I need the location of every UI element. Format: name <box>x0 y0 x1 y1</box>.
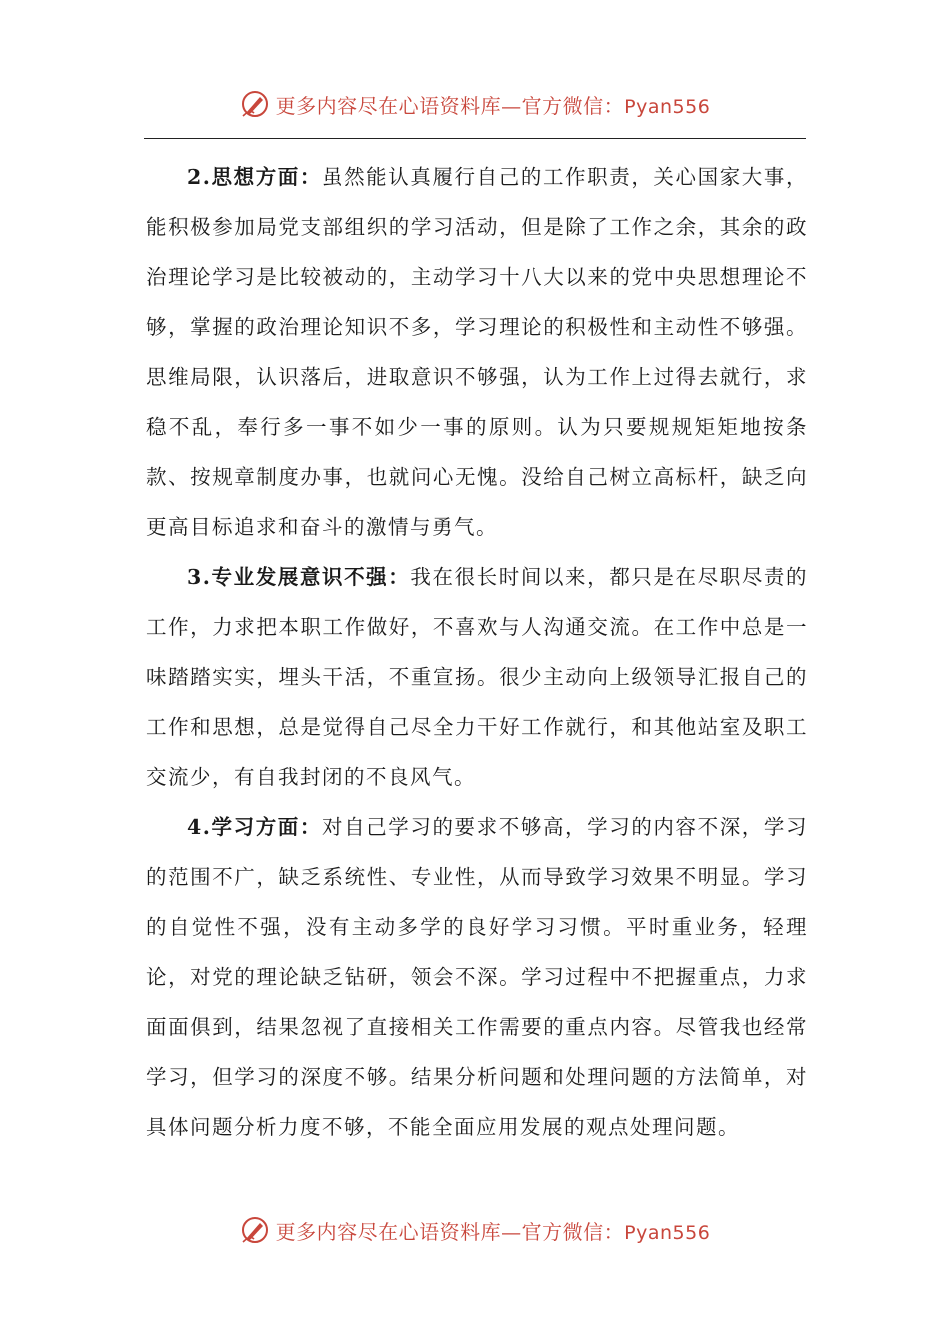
paragraph-lead: 2.思想方面： <box>187 165 322 189</box>
paragraph-body: 我在很长时间以来，都只是在尽职尽责的工作，力求把本职工作做好，不喜欢与人沟通交流。在工作中总是一味踏踏实实，埋头干活，不重宣扬。很少主动向上级领导汇报自己的工作和思想，总是觉得自己尽全力干好工作就行，和其他站室及职工交流少，有自我封闭的不良风气。 <box>146 565 809 789</box>
header-wechat-id: Pyan556 <box>624 95 711 118</box>
header-banner-text: 更多内容尽在心语资料库—官方微信： <box>275 93 625 118</box>
paragraph-body: 对自己学习的要求不够高，学习的内容不深，学习的范围不广，缺乏系统性、专业性，从而导致学习效果不明显。学习的自觉性不强，没有主动多学的良好学习习惯。平时重业务，轻理论，对党的理论缺乏钻研，领会不深。学习过程中不把握重点，力求面面俱到，结果忽视了直接相关工作需要的重点内容。尽管我也经常学习，但学习的深度不够。结果分析问题和处理问题的方法简单，对具体问题分析力度不够，不能全面应用发展的观点处理问题。 <box>146 815 809 1139</box>
paragraph-lead: 4.学习方面： <box>187 815 322 839</box>
paragraph-body: 虽然能认真履行自己的工作职责，关心国家大事，能积极参加局党支部组织的学习活动，但是除了工作之余，其余的政治理论学习是比较被动的，主动学习十八大以来的党中央思想理论不够，掌握的政治理论知识不多，学习理论的积极性和主动性不够强。思维局限，认识落后，进取意识不够强，认为工作上过得去就行，求稳不乱，奉行多一事不如少一事的原则。认为只要规规矩矩地按条款、按规章制度办事，也就问心无愧。没给自己树立高标杆，缺乏向更高目标追求和奋斗的激情与勇气。 <box>146 165 809 539</box>
paragraph <box>146 802 808 1152</box>
document-body <box>146 152 808 1152</box>
footer-wechat-id: Pyan556 <box>624 1221 711 1244</box>
footer-banner <box>0 1210 950 1250</box>
header-divider <box>144 138 806 139</box>
paragraph-lead: 3.专业发展意识不强： <box>187 565 411 589</box>
paragraph <box>146 552 808 802</box>
header-banner <box>0 84 950 124</box>
paragraph <box>146 152 808 552</box>
pen-logo-icon <box>240 89 270 119</box>
footer-banner-text: 更多内容尽在心语资料库—官方微信： <box>275 1219 625 1244</box>
pen-logo-icon <box>240 1215 270 1245</box>
